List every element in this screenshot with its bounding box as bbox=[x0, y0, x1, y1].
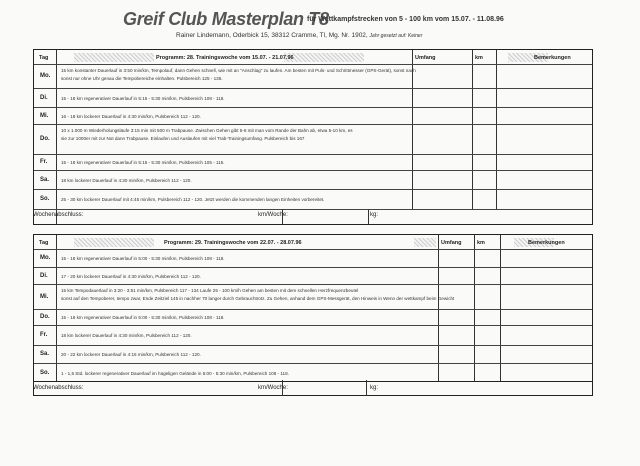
day-row bbox=[34, 345, 592, 363]
training-description-continued: sie zur 1000er mit zur Not dann Trabpause. Einlaufen und Auslaufen mit viel Trab-Trainingsumfang. Pulsbereich bis 167 bbox=[61, 136, 305, 141]
day-label: So. bbox=[40, 196, 50, 202]
day-label: Sa. bbox=[40, 176, 50, 183]
training-description: 18 km lockerer Dauerlauf in 4:30 min/km, Pulsbereich 112 - 120. bbox=[61, 177, 192, 183]
programme-header: Programm: 28. Trainingswoche vom 15.07. - 21.07.96 bbox=[156, 55, 294, 61]
programme-header: Programm: 29. Trainingswoche vom 22.07. - 28.07.96 bbox=[164, 240, 302, 246]
day-row bbox=[34, 107, 592, 124]
training-description: 15 km Tempodauerlauf in 3:20 - 3:51 min/km, Pulsbereich 117 - 134 Laufe 25 - 100 km/h Gehen am besten mit dem schnellen Herzfrequenzbeutel bbox=[61, 288, 359, 293]
training-description: 16 - 18 km lockerer Dauerlauf in 4:30 min/km, Pulsbereich 112 - 120. bbox=[61, 113, 201, 119]
day-label: Mi. bbox=[40, 293, 49, 300]
tag-header: Tag bbox=[39, 240, 49, 246]
training-description: 15 - 18 km regenerativer Dauerlauf in 5:15 - 5:30 min/km, Pulsbereich 105 - 115. bbox=[61, 160, 225, 165]
day-label: Mi. bbox=[40, 112, 49, 119]
training-description: 10 x 1.000 m Wiederholungsläufe 3:15 min mit 500 m Trabpause. Zwischen Gehen gibt 5-6 mit man vom Rande der Bahn ab, etwa 5-10 km, es bbox=[61, 128, 353, 133]
training-description: 15 - 18 km regenerativer Dauerlauf in 5:00 - 5:30 min/km, Pulsbereich 108 - 118. bbox=[61, 256, 225, 261]
km-header: km bbox=[475, 55, 483, 61]
training-description: 25 - 30 km lockerer Dauerlauf mit 4:45 min/km, Pulsbereich 112 - 120. Jetzt werden die kommenden langen Einheiten vorbereitet. bbox=[61, 197, 325, 202]
day-row bbox=[34, 154, 592, 170]
day-row bbox=[34, 267, 592, 284]
day-row bbox=[34, 88, 592, 107]
training-description-continued: sonst auf den Tempoberer, tempo zwar, Ende Zeitziel 145 in nachher 70 langer durch Gebrauchtrotz. Zu Gehen, anhand dem GPS-Messgerät, den Hinweis in Wenn der wettkampf beim Gewicht bbox=[61, 296, 455, 301]
umfang-header: Umfang bbox=[441, 240, 462, 246]
week-28-table bbox=[33, 49, 593, 225]
bemerkungen-header: Bemerkungen bbox=[534, 55, 571, 61]
week-28-kg-label: kg: bbox=[370, 212, 379, 218]
day-label: So. bbox=[40, 370, 50, 376]
week-29-summary-label: Wochenabschluss: bbox=[33, 385, 84, 391]
document-title: Greif Club Masterplan T8 bbox=[123, 9, 329, 29]
week-29-kg-label: kg: bbox=[370, 385, 379, 391]
umfang-header: Umfang bbox=[415, 55, 436, 61]
week-28-footer-row bbox=[34, 209, 592, 226]
day-label: Fr. bbox=[40, 332, 48, 338]
day-row bbox=[34, 170, 592, 189]
training-description: 15 km konstanter Dauerlauf in 3:50 min/km, Tempolauf, dann Gehen schnell, wie mit an "Anschlag" zu laufen. Am besten mit Puls- und Schrittmesser (GPS-Gerät), sonst nach bbox=[61, 68, 416, 73]
day-row bbox=[34, 64, 592, 88]
training-description: 20 - 22 km lockerer Dauerlauf in 4:15 min/km, Pulsbereich 112 - 120. bbox=[61, 352, 201, 357]
day-label: Di. bbox=[40, 272, 48, 279]
author-address: Rainer Lindemann, Oderbick 15, 38312 Cramme, Tl, Mg. Nr. 1902, Jahr gesetzt auf: Keiner bbox=[176, 32, 423, 39]
week-28-summary-label: Wochenabschluss: bbox=[33, 212, 84, 218]
day-label: Fr. bbox=[40, 159, 48, 165]
day-row bbox=[34, 249, 592, 267]
day-label: Sa. bbox=[40, 351, 50, 357]
training-description: 1 - 1,5 Std. lockerer regenerativer Dauerlauf im hügeligen Gelände in 5:00 - 5:30 min/km, Pulsbereich 108 - 118. bbox=[61, 371, 289, 376]
km-header: km bbox=[477, 240, 485, 246]
day-label: Mo. bbox=[40, 255, 51, 261]
day-row bbox=[34, 309, 592, 325]
day-label: Mo. bbox=[40, 73, 51, 79]
tag-header: Tag bbox=[39, 55, 49, 61]
day-label: Do. bbox=[40, 314, 50, 320]
day-label: Di. bbox=[40, 94, 48, 101]
week-28-km-label: km/Woche: bbox=[258, 212, 288, 218]
document-subtitle: für Wettkampfstrecken von 5 - 100 km vom 15.07. - 11.08.96 bbox=[307, 16, 504, 23]
training-description-continued: sonst nur ohne Uhr genau die Tempobereiche einhalten. Pulsbereich 125 - 135. bbox=[61, 76, 223, 81]
bemerkungen-header: Bemerkungen bbox=[528, 240, 565, 246]
week-29-km-label: km/Woche: bbox=[258, 385, 288, 391]
training-description: 15 - 18 km regenerativer Dauerlauf in 5:00 - 5:30 min/km, Pulsbereich 108 - 118. bbox=[61, 315, 225, 320]
day-row bbox=[34, 124, 592, 154]
day-row bbox=[34, 189, 592, 209]
training-description: 18 km lockerer Dauerlauf in 4:30 min/km, Pulsbereich 112 - 120. bbox=[61, 333, 192, 338]
training-description: 17 - 20 km lockerer Dauerlauf in 4:30 min/km, Pulsbereich 112 - 120. bbox=[61, 273, 201, 279]
week-29-footer-box bbox=[33, 380, 593, 396]
week-29-table bbox=[33, 234, 593, 382]
day-row bbox=[34, 284, 592, 309]
day-label: Do. bbox=[40, 136, 50, 142]
training-description: 15 - 18 km regenerativer Dauerlauf in 5:15 - 5:30 min/km, Pulsbereich 108 - 118. bbox=[61, 95, 225, 101]
day-row bbox=[34, 325, 592, 345]
